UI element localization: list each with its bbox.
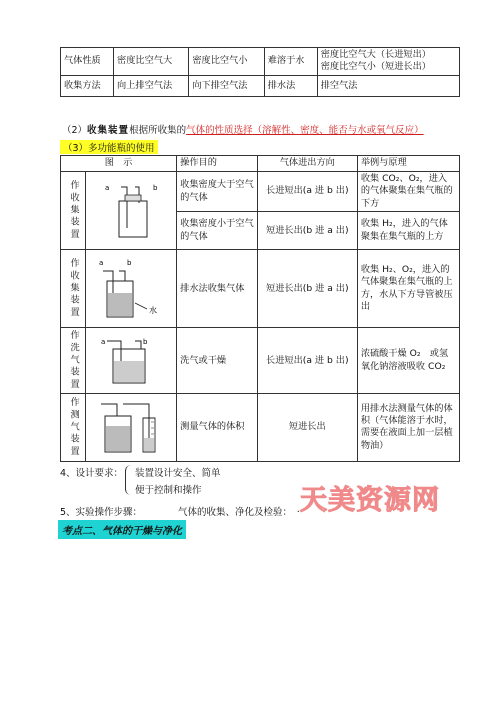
group-label: 作收集装置 bbox=[61, 172, 86, 250]
table-cell: 洗气或干燥 bbox=[177, 328, 258, 394]
table-row bbox=[61, 394, 460, 461]
port-a-label: a bbox=[104, 184, 110, 193]
steps-tail: 气体的收集、净化及检验： · bbox=[178, 507, 300, 518]
table-cell: 向下排空气法 bbox=[189, 75, 264, 96]
table-cell: 收集密度小于空气的气体 bbox=[177, 212, 258, 250]
bottle-figure-water bbox=[85, 250, 176, 328]
table-row bbox=[61, 328, 460, 394]
table-row bbox=[61, 250, 460, 328]
table-cell: 测量气体的体积 bbox=[177, 394, 258, 461]
multi-bottle-table bbox=[60, 155, 460, 462]
section-2-highlight-detail: （溶解性、密度、能否与水或氧气反应） bbox=[252, 125, 424, 136]
port-b-label: b bbox=[152, 184, 158, 193]
bottle-figure-wash bbox=[85, 328, 176, 394]
table-header: 操作目的 bbox=[177, 156, 258, 172]
port-a-label: a bbox=[98, 258, 104, 267]
table-cell: 气体性质 bbox=[61, 48, 114, 76]
table-cell: 收集方法 bbox=[61, 75, 114, 96]
requirement-item: 便于控制和操作 bbox=[135, 485, 202, 496]
table-cell: 排水法 bbox=[264, 75, 317, 96]
group-label: 作洗气装置 bbox=[61, 328, 86, 394]
table-cell: 短进长出(b 进 a 出) bbox=[257, 212, 357, 250]
gas-bottle-icon bbox=[91, 173, 171, 243]
group-label: 作测气装置 bbox=[61, 394, 86, 461]
wash-bottle-icon bbox=[91, 331, 171, 387]
table-cell: 密度比空气大 bbox=[114, 48, 189, 76]
table-cell: 排空气法 bbox=[317, 75, 459, 96]
gas-property-table bbox=[60, 47, 460, 97]
table-cell: 排水法收集气体 bbox=[177, 250, 258, 328]
table-cell: 收集 H₂、O₂，进入的气体聚集在集气瓶的上方，水从下方导管被压出 bbox=[357, 250, 459, 328]
table-header-row bbox=[61, 156, 460, 172]
requirement-item: 装置设计安全、简单 bbox=[135, 468, 221, 479]
steps-label: 5、实验操作步骤： bbox=[60, 507, 143, 518]
kaodian-2-heading: 考点二、气体的干燥与净化 bbox=[58, 520, 186, 539]
design-label: 4、设计要求： bbox=[60, 468, 124, 479]
table-cell: 短进长出(b 进 a 出) bbox=[257, 250, 357, 328]
brace-icon bbox=[125, 465, 134, 495]
table-header: 气体进出方向 bbox=[257, 156, 357, 172]
table-row bbox=[61, 48, 460, 76]
water-label: 水 bbox=[148, 305, 157, 315]
table-row bbox=[61, 172, 460, 212]
table-cell: 短进长出 bbox=[257, 394, 357, 461]
section-3-title: （3）多功能瓶的使用 bbox=[60, 140, 158, 154]
table-cell: 收集 CO₂、O₂，进入的气体聚集在集气瓶的下方 bbox=[357, 172, 459, 212]
section-2-line bbox=[62, 122, 482, 136]
operation-steps bbox=[60, 504, 300, 518]
table-cell: 长进短出(a 进 b 出) bbox=[257, 328, 357, 394]
table-cell: 难溶于水 bbox=[264, 48, 317, 76]
port-a-label: a bbox=[100, 337, 106, 346]
water-bottle-icon bbox=[91, 251, 171, 323]
port-b-label: b bbox=[126, 258, 132, 267]
table-cell: 收集 H₂，进入的气体聚集在集气瓶的上方 bbox=[357, 212, 459, 250]
group-label: 作收集装置 bbox=[61, 250, 86, 328]
watermark-logo: 天美资源网 bbox=[300, 485, 440, 516]
port-b-label: b bbox=[142, 337, 148, 346]
table-cell: 长进短出(a 进 b 出) bbox=[257, 172, 357, 212]
bottle-figure-measure bbox=[85, 394, 176, 461]
section-2-title: 收集装置 bbox=[87, 125, 130, 136]
table-cell: 向上排空气法 bbox=[114, 75, 189, 96]
bottle-figure-collect bbox=[85, 172, 176, 250]
table-row bbox=[61, 75, 460, 96]
table-cell: 密度比空气大（长进短出） 密度比空气小（短进长出） bbox=[317, 48, 459, 76]
table-header: 图 示 bbox=[61, 156, 177, 172]
section-2-text: 根据所收集的 bbox=[129, 125, 187, 136]
section-2-prefix: （2） bbox=[62, 125, 88, 136]
table-header: 举例与原理 bbox=[357, 156, 459, 172]
section-2-highlight: 气体的性质选择 bbox=[186, 125, 253, 136]
design-requirements bbox=[60, 465, 221, 496]
table-cell: 密度比空气小 bbox=[189, 48, 264, 76]
table-cell: 收集密度大于空气的气体 bbox=[177, 172, 258, 212]
measure-bottle-icon bbox=[91, 394, 171, 456]
table-cell: 浓硫酸干燥 O₂ 或氢氧化钠溶液吸收 CO₂ bbox=[357, 328, 459, 394]
table-cell: 用排水法测量气体的体积（气体能溶于水时，需要在液面上加一层植物油） bbox=[357, 394, 459, 461]
